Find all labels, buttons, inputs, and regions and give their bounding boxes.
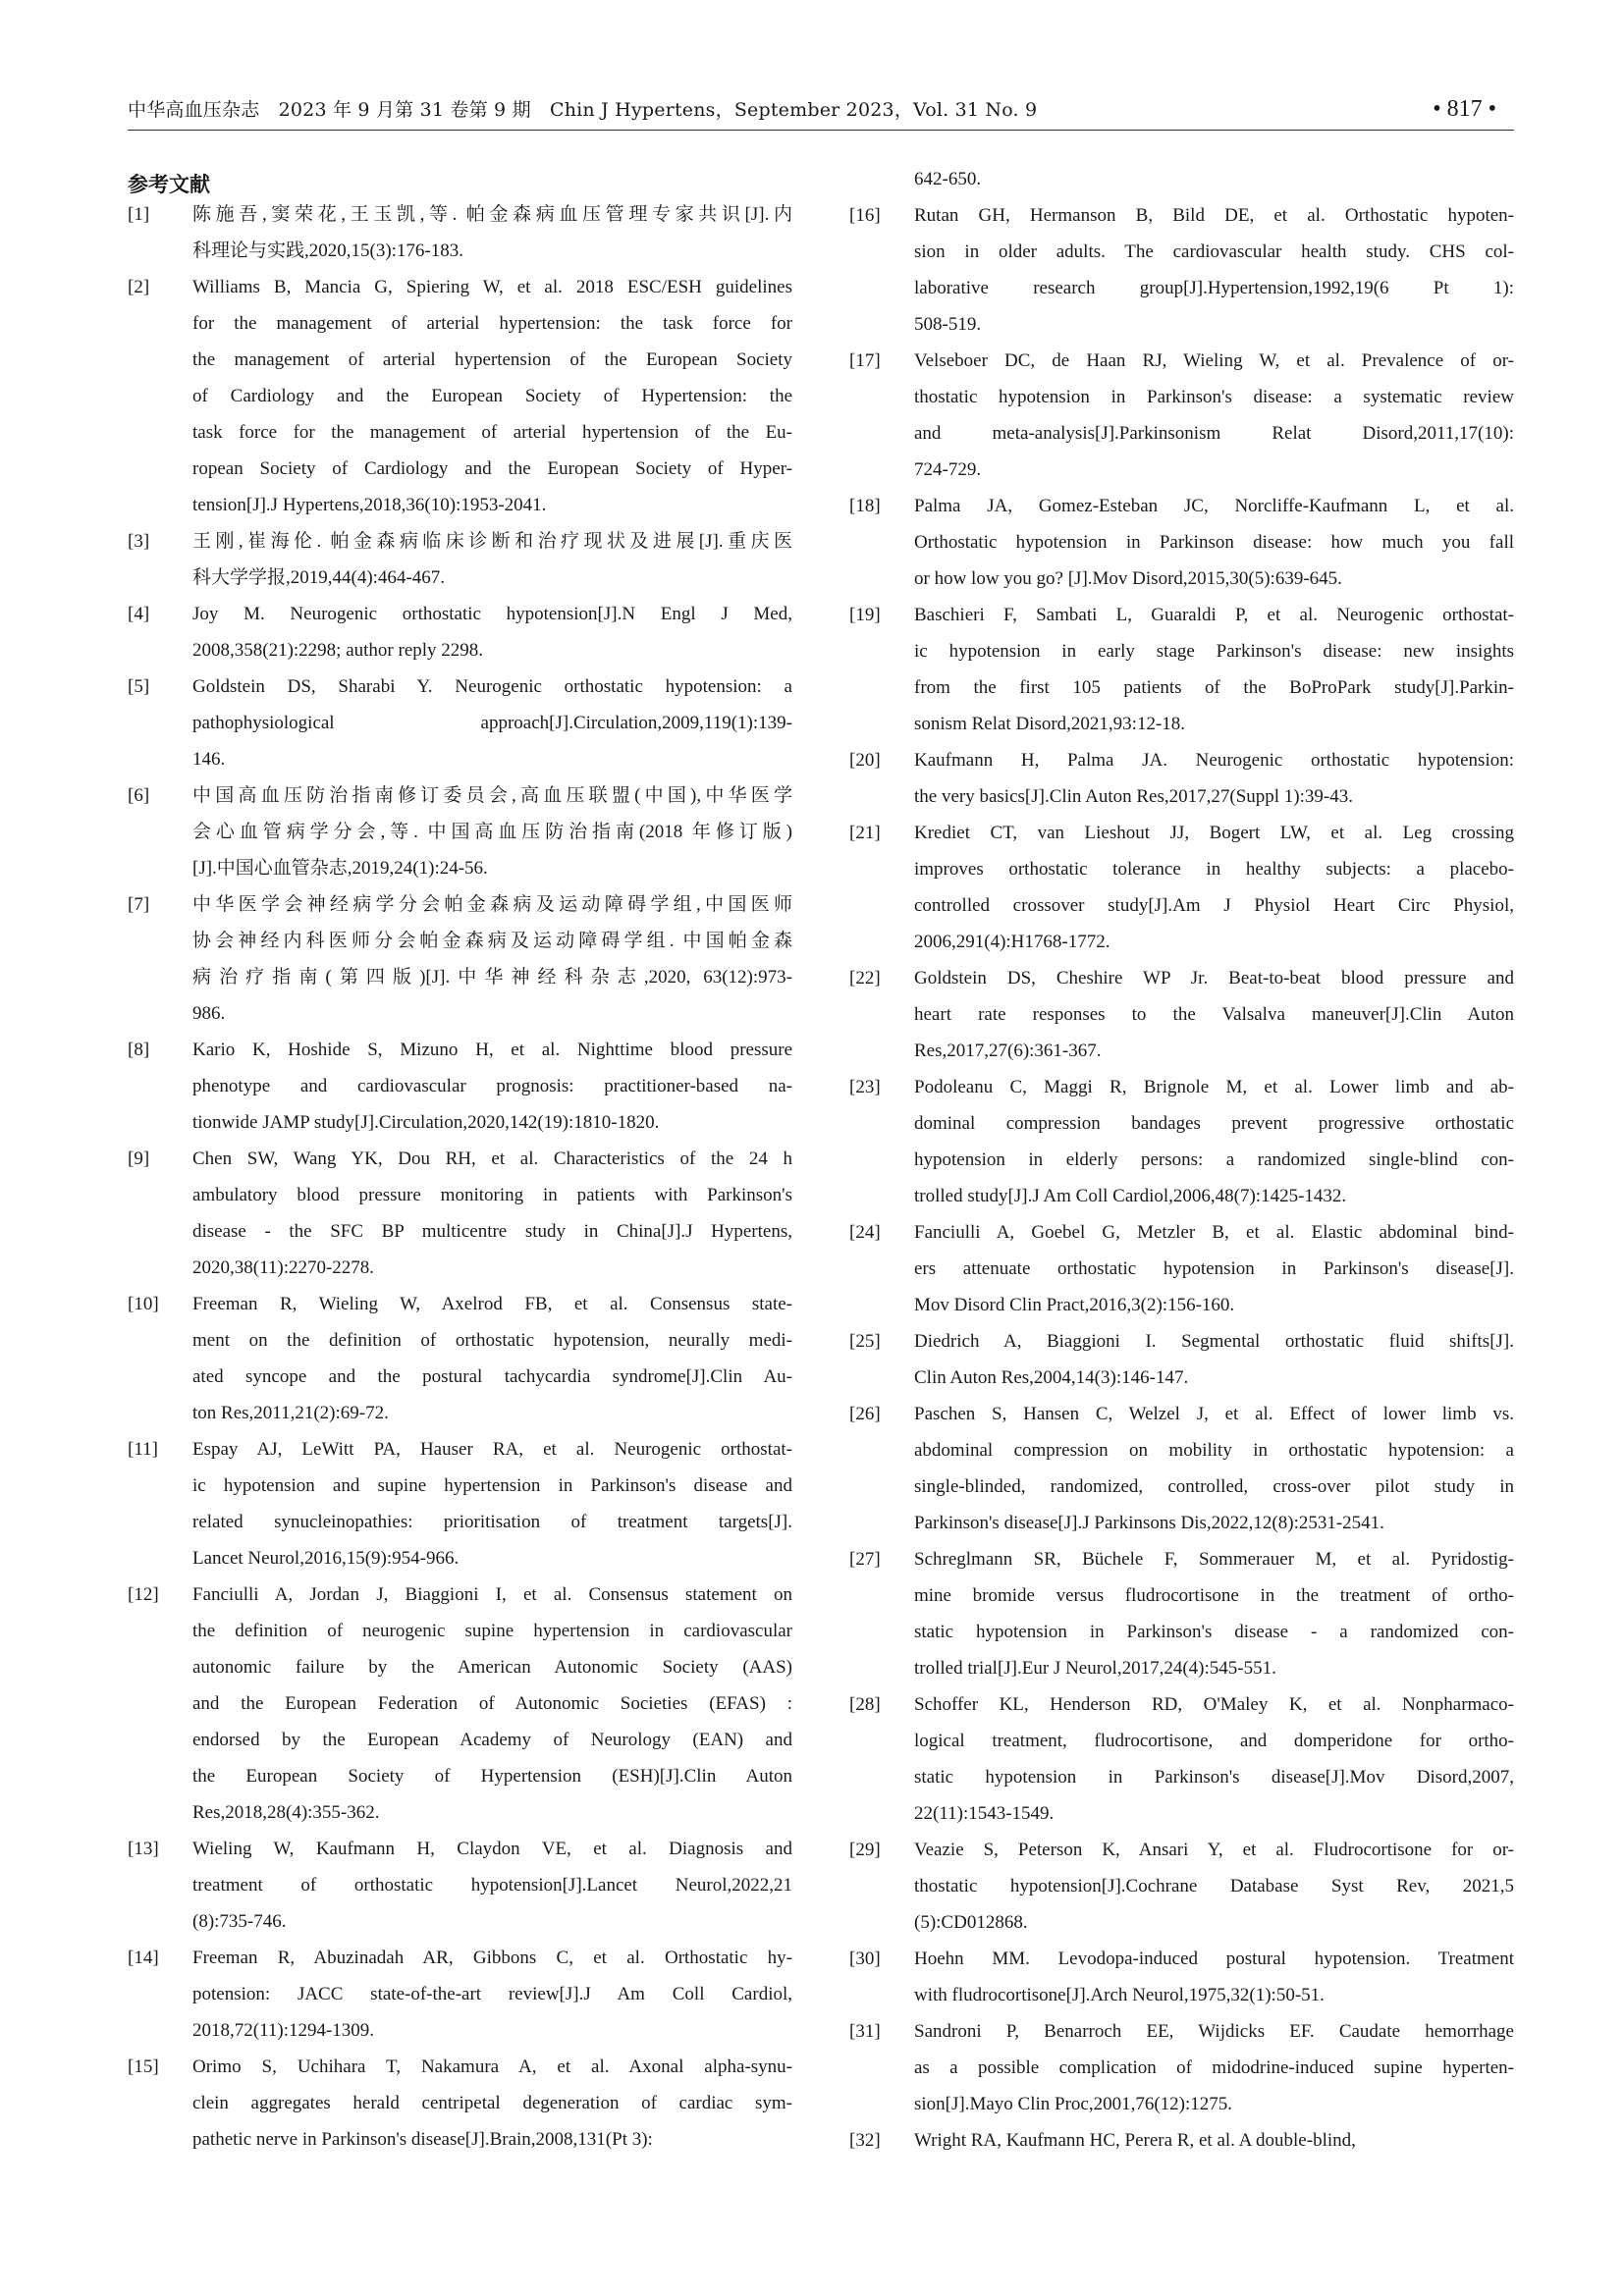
running-header bbox=[128, 96, 1514, 131]
reference-line: the European Society of Hypertension (ESH)[J].Clin Auton bbox=[192, 1766, 792, 1787]
reference-text bbox=[914, 488, 1514, 597]
reference-text bbox=[914, 161, 1514, 197]
reference-entry bbox=[128, 596, 792, 668]
reference-line: thostatic hypotension in Parkinson's disease: a systematic review bbox=[914, 387, 1514, 407]
reference-line: ton Res,2011,21(2):69-72. bbox=[192, 1403, 389, 1423]
reference-line: related synucleinopathies: prioritisation of treatment targets[J]. bbox=[192, 1512, 792, 1532]
reference-number: [3] bbox=[128, 531, 150, 552]
reference-line: laborative research group[J].Hypertension,1992,19(6 Pt 1): bbox=[914, 278, 1514, 298]
reference-line: hypotension in elderly persons: a randomized single-blind con- bbox=[914, 1149, 1514, 1170]
reference-line: Kaufmann H, Palma JA. Neurogenic orthostatic hypotension: bbox=[914, 750, 1514, 771]
reference-entry bbox=[128, 1286, 792, 1431]
reference-line: 协会神经内科医师分会帕金森病及运动障碍学组. 中国帕金森 bbox=[192, 931, 792, 951]
reference-number: [1] bbox=[128, 204, 150, 225]
reference-number: [12] bbox=[128, 1584, 159, 1605]
reference-line: 中华医学会神经病学分会帕金森病及运动障碍学组,中国医师 bbox=[192, 894, 792, 915]
reference-entry bbox=[849, 161, 1514, 197]
reference-number: [28] bbox=[849, 1694, 881, 1715]
reference-entry bbox=[849, 1941, 1514, 2013]
reference-number: [16] bbox=[849, 205, 881, 226]
reference-line: ers attenuate orthostatic hypotension in Parkinson's disease[J]. bbox=[914, 1258, 1514, 1279]
page-number: • 817 • bbox=[1433, 96, 1496, 122]
reference-line: disease - the SFC BP multicentre study in China[J].J Hypertens, bbox=[192, 1221, 792, 1242]
reference-text bbox=[192, 886, 792, 1032]
reference-line: 986. bbox=[192, 1003, 226, 1024]
reference-entry bbox=[849, 1396, 1514, 1541]
reference-line: single-blinded, randomized, controlled, cross-over pilot study in bbox=[914, 1476, 1514, 1497]
reference-entry bbox=[849, 1686, 1514, 1832]
reference-text bbox=[192, 1286, 792, 1431]
reference-text bbox=[192, 196, 792, 269]
reference-line: Podoleanu C, Maggi R, Brignole M, et al. Lower limb and ab- bbox=[914, 1077, 1514, 1097]
reference-text bbox=[914, 960, 1514, 1069]
reference-number: [27] bbox=[849, 1549, 881, 1570]
reference-number: [18] bbox=[849, 496, 881, 516]
reference-entry bbox=[849, 1541, 1514, 1686]
reference-line: Espay AJ, LeWitt PA, Hauser RA, et al. Neurogenic orthostat- bbox=[192, 1439, 792, 1460]
reference-text bbox=[914, 1686, 1514, 1832]
journal-running-title: 中华高血压杂志 2023 年 9 月第 31 卷第 9 期 Chin J Hypertens，September 2023，Vol. 31 No. 9 bbox=[128, 99, 1038, 121]
reference-line: static hypotension in Parkinson's disease[J].Mov Disord,2007, bbox=[914, 1767, 1514, 1788]
reference-text bbox=[192, 2049, 792, 2158]
reference-number: [9] bbox=[128, 1148, 150, 1169]
reference-line: thostatic hypotension[J].Cochrane Database Syst Rev, 2021,5 bbox=[914, 1876, 1514, 1896]
reference-line: 2018,72(11):1294-1309. bbox=[192, 2020, 375, 2041]
reference-line: trolled trial[J].Eur J Neurol,2017,24(4):545-551. bbox=[914, 1658, 1276, 1679]
reference-number: [22] bbox=[849, 968, 881, 988]
reference-line: Rutan GH, Hermanson B, Bild DE, et al. Orthostatic hypoten- bbox=[914, 205, 1514, 226]
reference-line: 146. bbox=[192, 749, 226, 770]
reference-line: tionwide JAMP study[J].Circulation,2020,142(19):1810-1820. bbox=[192, 1112, 660, 1133]
reference-text bbox=[914, 1541, 1514, 1686]
reference-line: the very basics[J].Clin Auton Res,2017,27(Suppl 1):39-43. bbox=[914, 786, 1353, 807]
reference-line: Wieling W, Kaufmann H, Claydon VE, et al. Diagnosis and bbox=[192, 1839, 792, 1859]
reference-line: 科大学学报,2019,44(4):464-467. bbox=[192, 567, 446, 588]
reference-line: or how low you go? [J].Mov Disord,2015,30(5):639-645. bbox=[914, 568, 1342, 589]
reference-line: Joy M. Neurogenic orthostatic hypotension[J].N Engl J Med, bbox=[192, 604, 792, 624]
reference-line: ambulatory blood pressure monitoring in patients with Parkinson's bbox=[192, 1185, 792, 1205]
reference-line: logical treatment, fludrocortisone, and domperidone for ortho- bbox=[914, 1731, 1514, 1751]
reference-line: endorsed by the European Academy of Neurology (EAN) and bbox=[192, 1730, 792, 1750]
reference-entry bbox=[849, 1069, 1514, 1214]
reference-line: 王刚,崔海伦. 帕金森病临床诊断和治疗现状及进展[J].重庆医 bbox=[192, 531, 792, 552]
reference-line: Clin Auton Res,2004,14(3):146-147. bbox=[914, 1367, 1189, 1388]
reference-line: 中国高血压防治指南修订委员会,高血压联盟(中国),中华医学 bbox=[192, 785, 792, 806]
reference-line: pathophysiological approach[J].Circulation,2009,119(1):139- bbox=[192, 713, 792, 733]
reference-text bbox=[914, 597, 1514, 742]
reference-line: ropean Society of Cardiology and the European Society of Hyper- bbox=[192, 458, 792, 479]
reference-line: clein aggregates herald centripetal degeneration of cardiac sym- bbox=[192, 2093, 792, 2113]
reference-entry bbox=[128, 269, 792, 523]
reference-number: [30] bbox=[849, 1949, 881, 1969]
reference-number: [20] bbox=[849, 750, 881, 771]
reference-line: sonism Relat Disord,2021,93:12-18. bbox=[914, 714, 1186, 734]
reference-text bbox=[914, 1069, 1514, 1214]
reference-entry bbox=[849, 597, 1514, 742]
reference-line: Kario K, Hoshide S, Mizuno H, et al. Nighttime blood pressure bbox=[192, 1040, 792, 1060]
reference-number: [14] bbox=[128, 1948, 159, 1968]
reference-line: Williams B, Mancia G, Spiering W, et al. 2018 ESC/ESH guidelines bbox=[192, 277, 792, 297]
reference-line: ic hypotension in early stage Parkinson's disease: new insights bbox=[914, 641, 1514, 662]
reference-line: abdominal compression on mobility in orthostatic hypotension: a bbox=[914, 1440, 1514, 1461]
reference-line: Goldstein DS, Cheshire WP Jr. Beat-to-beat blood pressure and bbox=[914, 968, 1514, 988]
reference-text bbox=[192, 1576, 792, 1831]
reference-number: [13] bbox=[128, 1839, 159, 1859]
reference-line: tension[J].J Hypertens,2018,36(10):1953-2041. bbox=[192, 495, 547, 515]
reference-line: Goldstein DS, Sharabi Y. Neurogenic orthostatic hypotension: a bbox=[192, 676, 792, 697]
reference-line: Orthostatic hypotension in Parkinson disease: how much you fall bbox=[914, 532, 1514, 553]
reference-line: treatment of orthostatic hypotension[J].Lancet Neurol,2022,21 bbox=[192, 1875, 792, 1896]
reference-line: Diedrich A, Biaggioni I. Segmental orthostatic fluid shifts[J]. bbox=[914, 1331, 1514, 1352]
reference-text bbox=[192, 1831, 792, 1940]
reference-number: [31] bbox=[849, 2021, 881, 2042]
reference-line: 2008,358(21):2298; author reply 2298. bbox=[192, 640, 484, 661]
reference-line: 病治疗指南(第四版)[J].中华神经科杂志,2020, 63(12):973- bbox=[192, 967, 792, 988]
reference-text bbox=[914, 815, 1514, 960]
reference-entry bbox=[849, 815, 1514, 960]
reference-text bbox=[914, 197, 1514, 343]
reference-number: [15] bbox=[128, 2056, 159, 2077]
reference-line: 会心血管病学分会,等. 中国高血压防治指南(2018 年修订版) bbox=[192, 822, 792, 842]
reference-entry bbox=[849, 2013, 1514, 2122]
reference-line: Paschen S, Hansen C, Welzel J, et al. Effect of lower limb vs. bbox=[914, 1404, 1514, 1424]
reference-line: Veazie S, Peterson K, Ansari Y, et al. Fludrocortisone for or- bbox=[914, 1840, 1514, 1860]
reference-line: 2006,291(4):H1768-1772. bbox=[914, 932, 1110, 952]
reference-number: [4] bbox=[128, 604, 150, 624]
reference-number: [26] bbox=[849, 1404, 881, 1424]
reference-entry bbox=[128, 1576, 792, 1831]
reference-text bbox=[914, 1214, 1514, 1323]
reference-number: [7] bbox=[128, 894, 150, 915]
reference-entry bbox=[849, 960, 1514, 1069]
reference-line: the management of arterial hypertension of the European Society bbox=[192, 349, 792, 370]
reference-line: for the management of arterial hypertension: the task force for bbox=[192, 313, 792, 334]
reference-text bbox=[914, 2122, 1514, 2159]
reference-line: Fanciulli A, Jordan J, Biaggioni I, et al. Consensus statement on bbox=[192, 1584, 792, 1605]
reference-line: Wright RA, Kaufmann HC, Perera R, et al. A double-blind, bbox=[914, 2130, 1356, 2151]
reference-entry bbox=[849, 2122, 1514, 2159]
reference-line: task force for the management of arterial hypertension of the Eu- bbox=[192, 422, 792, 443]
reference-number: [6] bbox=[128, 785, 150, 806]
reference-number: [24] bbox=[849, 1222, 881, 1243]
reference-line: from the first 105 patients of the BoProPark study[J].Parkin- bbox=[914, 677, 1514, 698]
reference-text bbox=[192, 523, 792, 596]
reference-entry bbox=[128, 777, 792, 886]
reference-text bbox=[192, 1431, 792, 1576]
reference-line: Sandroni P, Benarroch EE, Wijdicks EF. Caudate hemorrhage bbox=[914, 2021, 1514, 2042]
references-heading: 参考文献 bbox=[128, 173, 210, 196]
reference-line: of Cardiology and the European Society of Hypertension: the bbox=[192, 386, 792, 406]
reference-text bbox=[914, 2013, 1514, 2122]
reference-line: 陈施吾,窦荣花,王玉凯,等. 帕金森病血压管理专家共识[J].内 bbox=[192, 204, 792, 225]
reference-line: autonomic failure by the American Autonomic Society (AAS) bbox=[192, 1657, 792, 1678]
reference-line: Lancet Neurol,2016,15(9):954-966. bbox=[192, 1548, 460, 1569]
reference-entry bbox=[128, 668, 792, 777]
reference-line: Schoffer KL, Henderson RD, O'Maley K, et al. Nonpharmaco- bbox=[914, 1694, 1514, 1715]
reference-line: 724-729. bbox=[914, 459, 982, 480]
reference-line: mine bromide versus fludrocortisone in the treatment of ortho- bbox=[914, 1585, 1514, 1606]
reference-line: ated syncope and the postural tachycardia syndrome[J].Clin Au- bbox=[192, 1366, 792, 1387]
reference-line: Fanciulli A, Goebel G, Metzler B, et al. Elastic abdominal bind- bbox=[914, 1222, 1514, 1243]
reference-line: pathetic nerve in Parkinson's disease[J].Brain,2008,131(Pt 3): bbox=[192, 2129, 653, 2150]
reference-text bbox=[192, 777, 792, 886]
reference-text bbox=[914, 1832, 1514, 1941]
reference-line: Res,2018,28(4):355-362. bbox=[192, 1802, 380, 1823]
reference-line: 642-650. bbox=[914, 169, 982, 189]
reference-entry bbox=[128, 1032, 792, 1141]
reference-line: Freeman R, Abuzinadah AR, Gibbons C, et al. Orthostatic hy- bbox=[192, 1948, 792, 1968]
reference-line: Palma JA, Gomez-Esteban JC, Norcliffe-Kaufmann L, et al. bbox=[914, 496, 1514, 516]
reference-line: heart rate responses to the Valsalva maneuver[J].Clin Auton bbox=[914, 1004, 1514, 1025]
reference-text bbox=[192, 1032, 792, 1141]
reference-line: trolled study[J].J Am Coll Cardiol,2006,48(7):1425-1432. bbox=[914, 1186, 1347, 1206]
reference-number: [5] bbox=[128, 676, 150, 697]
reference-line: dominal compression bandages prevent progressive orthostatic bbox=[914, 1113, 1514, 1134]
reference-entry bbox=[128, 2049, 792, 2158]
reference-line: Hoehn MM. Levodopa-induced postural hypotension. Treatment bbox=[914, 1949, 1514, 1969]
reference-entry bbox=[849, 1214, 1514, 1323]
reference-entry bbox=[128, 1940, 792, 2049]
reference-number: [29] bbox=[849, 1840, 881, 1860]
reference-line: 22(11):1543-1549. bbox=[914, 1803, 1055, 1824]
reference-line: Res,2017,27(6):361-367. bbox=[914, 1041, 1102, 1061]
reference-text bbox=[914, 1396, 1514, 1541]
reference-line: [J].中国心血管杂志,2019,24(1):24-56. bbox=[192, 858, 488, 879]
reference-entry bbox=[849, 488, 1514, 597]
reference-number: [25] bbox=[849, 1331, 881, 1352]
reference-number: [17] bbox=[849, 350, 881, 371]
reference-line: controlled crossover study[J].Am J Physiol Heart Circ Physiol, bbox=[914, 895, 1514, 916]
reference-line: Freeman R, Wieling W, Axelrod FB, et al. Consensus state- bbox=[192, 1294, 792, 1314]
reference-text bbox=[914, 343, 1514, 488]
reference-text bbox=[192, 1141, 792, 1286]
reference-entry bbox=[128, 1141, 792, 1286]
reference-line: potension: JACC state-of-the-art review[J].J Am Coll Cardiol, bbox=[192, 1984, 792, 2004]
reference-line: Mov Disord Clin Pract,2016,3(2):156-160. bbox=[914, 1295, 1235, 1315]
reference-line: as a possible complication of midodrine-induced supine hyperten- bbox=[914, 2057, 1514, 2078]
reference-number: [8] bbox=[128, 1040, 150, 1060]
reference-line: Krediet CT, van Lieshout JJ, Bogert LW, et al. Leg crossing bbox=[914, 823, 1514, 843]
reference-line: sion[J].Mayo Clin Proc,2001,76(12):1275. bbox=[914, 2094, 1233, 2114]
reference-line: Parkinson's disease[J].J Parkinsons Dis,2022,12(8):2531-2541. bbox=[914, 1513, 1384, 1533]
reference-line: 508-519. bbox=[914, 314, 982, 335]
reference-line: Schreglmann SR, Büchele F, Sommerauer M, et al. Pyridostig- bbox=[914, 1549, 1514, 1570]
reference-line: Orimo S, Uchihara T, Nakamura A, et al. Axonal alpha-synu- bbox=[192, 2056, 792, 2077]
reference-text bbox=[192, 668, 792, 777]
reference-line: and the European Federation of Autonomic Societies (EFAS) : bbox=[192, 1693, 792, 1714]
reference-entry bbox=[128, 1831, 792, 1940]
reference-line: ic hypotension and supine hypertension in Parkinson's disease and bbox=[192, 1475, 792, 1496]
reference-entry bbox=[128, 523, 792, 596]
reference-number: [2] bbox=[128, 277, 150, 297]
reference-line: the definition of neurogenic supine hypertension in cardiovascular bbox=[192, 1621, 792, 1641]
reference-text bbox=[914, 1941, 1514, 2013]
reference-entry bbox=[849, 343, 1514, 488]
reference-number: [10] bbox=[128, 1294, 159, 1314]
reference-entry bbox=[849, 1832, 1514, 1941]
reference-line: Velseboer DC, de Haan RJ, Wieling W, et al. Prevalence of or- bbox=[914, 350, 1514, 371]
reference-line: (5):CD012868. bbox=[914, 1912, 1028, 1933]
reference-line: 科理论与实践,2020,15(3):176-183. bbox=[192, 240, 464, 261]
reference-line: improves orthostatic tolerance in healthy subjects: a placebo- bbox=[914, 859, 1514, 880]
reference-entry bbox=[849, 197, 1514, 343]
reference-line: and meta-analysis[J].Parkinsonism Relat Disord,2011,17(10): bbox=[914, 423, 1514, 444]
reference-text bbox=[914, 1323, 1514, 1396]
reference-line: sion in older adults. The cardiovascular health study. CHS col- bbox=[914, 241, 1514, 262]
reference-entry bbox=[128, 886, 792, 1032]
reference-entry bbox=[849, 742, 1514, 815]
reference-number: [11] bbox=[128, 1439, 158, 1460]
reference-line: Baschieri F, Sambati L, Guaraldi P, et al. Neurogenic orthostat- bbox=[914, 605, 1514, 625]
reference-entry bbox=[849, 1323, 1514, 1396]
reference-line: 2020,38(11):2270-2278. bbox=[192, 1257, 375, 1278]
reference-number: [19] bbox=[849, 605, 881, 625]
reference-line: ment on the definition of orthostatic hypotension, neurally medi- bbox=[192, 1330, 792, 1351]
reference-number: [21] bbox=[849, 823, 881, 843]
reference-text bbox=[192, 1940, 792, 2049]
reference-text bbox=[914, 742, 1514, 815]
reference-number: [23] bbox=[849, 1077, 881, 1097]
reference-line: Chen SW, Wang YK, Dou RH, et al. Characteristics of the 24 h bbox=[192, 1148, 792, 1169]
reference-text bbox=[192, 269, 792, 523]
reference-line: with fludrocortisone[J].Arch Neurol,1975,32(1):50-51. bbox=[914, 1985, 1325, 2005]
reference-entry bbox=[128, 196, 792, 269]
reference-number: [32] bbox=[849, 2130, 881, 2151]
reference-text bbox=[192, 596, 792, 668]
reference-entry bbox=[128, 1431, 792, 1576]
reference-line: static hypotension in Parkinson's disease - a randomized con- bbox=[914, 1622, 1514, 1642]
reference-line: (8):735-746. bbox=[192, 1911, 287, 1932]
reference-line: phenotype and cardiovascular prognosis: practitioner-based na- bbox=[192, 1076, 792, 1096]
